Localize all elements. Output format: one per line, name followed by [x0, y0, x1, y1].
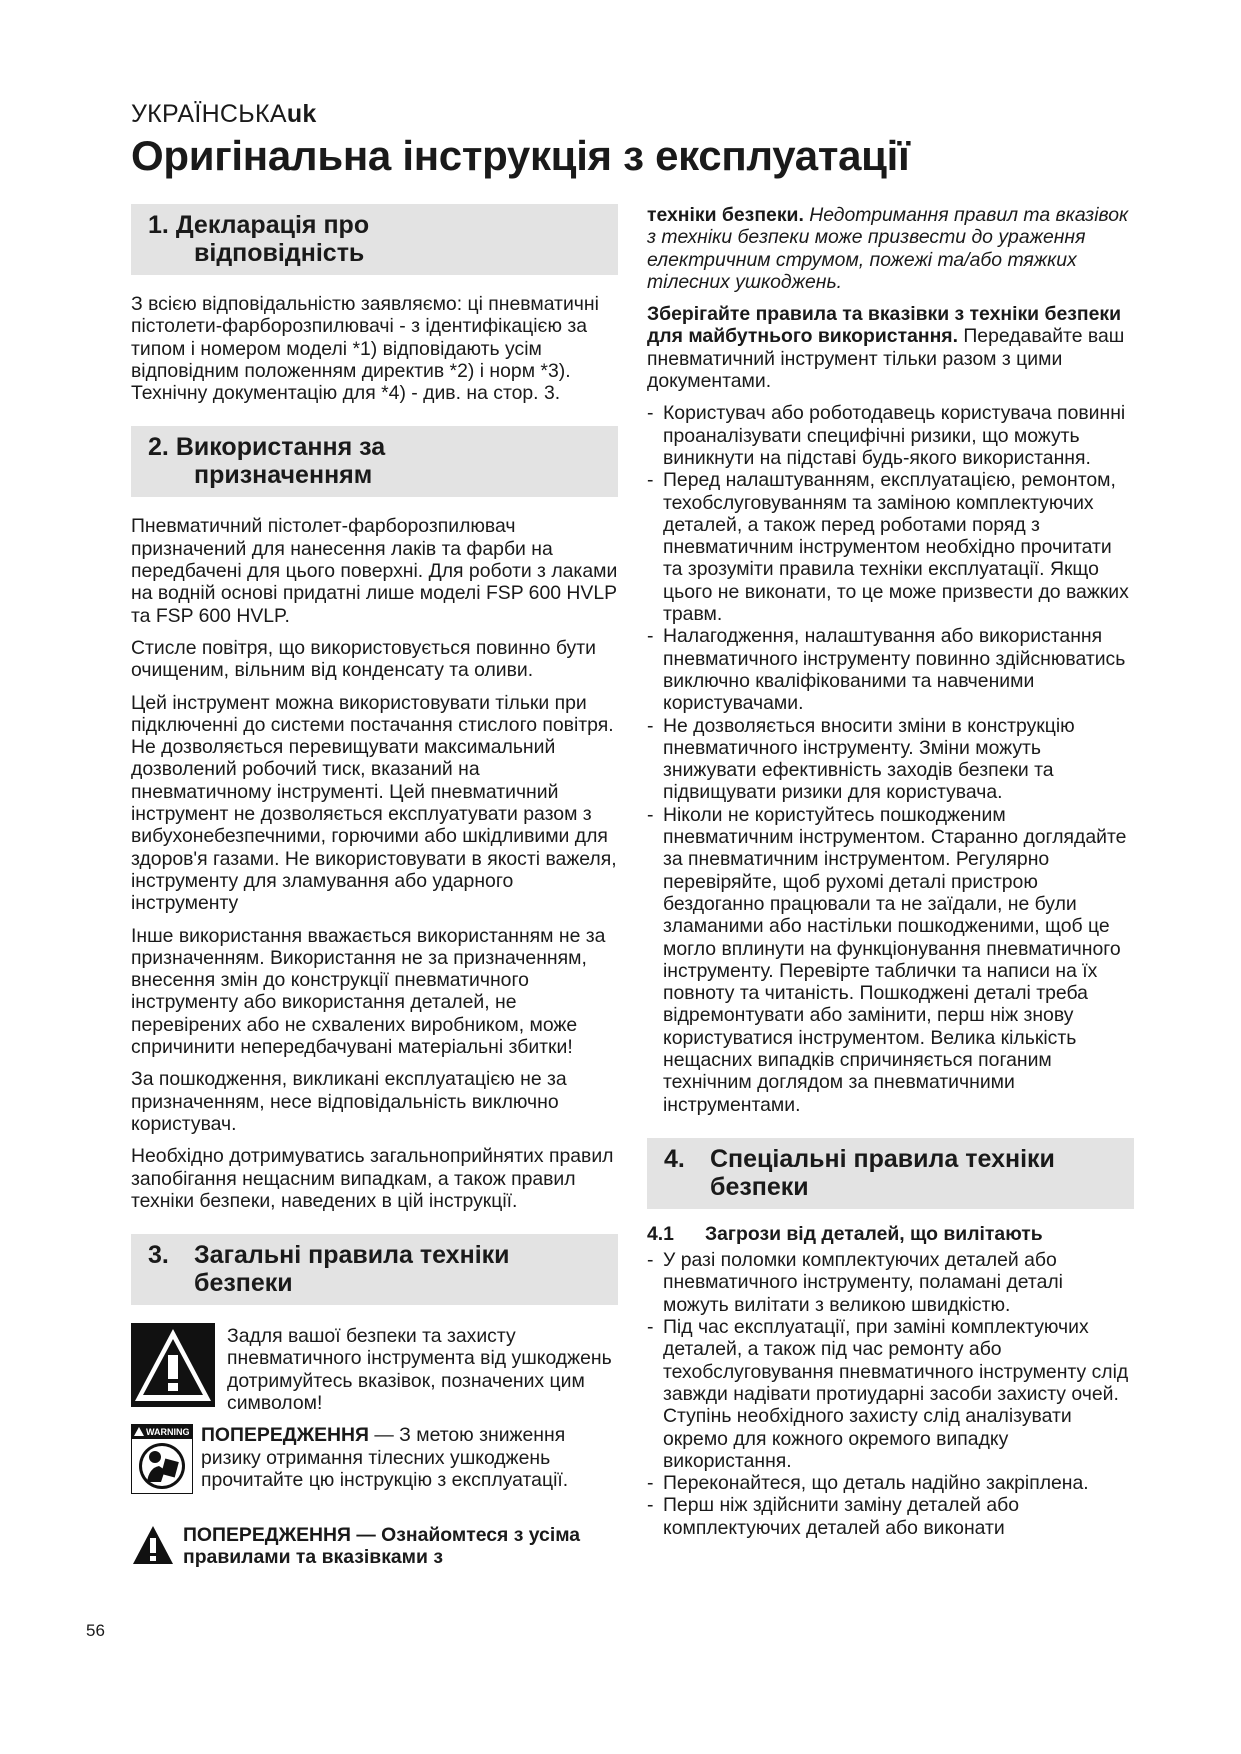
- section-1-title-line2: відповідність: [194, 239, 365, 267]
- language-header: [131, 100, 317, 129]
- warning-label: WARNING: [146, 1427, 190, 1438]
- warning1-text: — З метою зниження ризику отримання тілесних ушкоджень прочитайте цю інструкцію з експлуатації.: [201, 1424, 569, 1491]
- section-2-number: 2.: [148, 433, 169, 462]
- right-column: [647, 204, 1134, 1549]
- section-2-heading: [131, 426, 618, 497]
- list-item: - Не дозволяється вносити зміни в конструкцію пневматичного інструменту. Зміни можуть знижувати ефективність заходів безпеки та підвищувати ризики для користувача.: [647, 715, 1134, 804]
- warning-triangle-small-icon: [131, 1524, 175, 1571]
- page-number: 56: [86, 1621, 105, 1640]
- language-name: УКРАЇНСЬКА: [131, 100, 287, 128]
- section-2-paragraph: Стисле повітря, що використовується повинно бути очищеним, вільним від конденсату та оливи.: [131, 636, 596, 682]
- list-item: - Користувач або роботодавець користувача повинні проаналізувати специфічні ризики, що можуть виникнути на підставі будь-якого використання.: [647, 402, 1134, 469]
- general-warning-row: [131, 1524, 618, 1571]
- warning2-italic: Недотримання правил та вказівок з техніки безпеки може призвести до ураження електричним струмом, пожежі та/або тяжких тілесних ушкоджень.: [647, 204, 1129, 293]
- subsection-4-1-heading: [647, 1223, 1134, 1245]
- left-column: [131, 204, 618, 1581]
- page-title: Оригінальна інструкція з експлуатації: [131, 132, 910, 179]
- list-item: - Переконайтеся, що деталь надійно закріплена.: [647, 1472, 1134, 1494]
- section-3-number: 3.: [148, 1241, 169, 1270]
- section-3-title: Загальні правила техніки безпеки: [194, 1241, 510, 1298]
- list-item: - Під час експлуатації, при заміні комплектуючих деталей, а також під час ремонту або техобслуговування пневматичного інструменту слід завжди надівати протиударні засоби захисту очей. Ступінь необхідного захисту слід аналізувати окремо для кожного окремого випадку використання.: [647, 1316, 1134, 1472]
- section-2-title-line1: Використання за: [175, 433, 386, 462]
- section-2-paragraph: Необхідно дотримуватись загальноприйнятих правил запобігання нещасним випадкам, а також правил техніки безпеки, наведених в цій інструкції.: [131, 1145, 614, 1212]
- read-manual-warning-text: [201, 1424, 618, 1491]
- warning2-bold-left: ПОПЕРЕДЖЕННЯ — Ознайомтеся з усіма правилами та вказівками з: [183, 1523, 581, 1568]
- list-item: - Ніколи не користуйтесь пошкодженим пневматичним інструментом. Старанно доглядайте за пневматичним інструментом. Регулярно перевіряйте, щоб рухомі деталі пристрою бездоганно працювали та не заїдали, не були зламаними або настільки пошкодженими, щоб це могло вплинути на функціонування пневматичного інструменту. Перевірте таблички та написи на їх повноту та читаність. Пошкоджені деталі треба відремонтувати або замінити, перш ніж знову користуватися інструментом. Велика кількість нещасних випадків спричиняється поганим технічним доглядом за пневматичними інструментами.: [647, 804, 1134, 1116]
- section-2-title-line2: призначенням: [194, 461, 373, 490]
- section-2-paragraph: Пневматичний пістолет-фарборозпилювач призначений для нанесення лаків та фарби на передбачені для цього поверхні. Для роботи з лаками на водній основі придатні лише моделі FSP 600 HVLP та FSP 600 HVLP.: [131, 515, 618, 627]
- section-1-heading: [131, 204, 618, 275]
- subsection-4-1-title: Загрози від деталей, що вилітають: [705, 1222, 1043, 1245]
- subsection-4-1-number: 4.1: [647, 1222, 674, 1245]
- list-item: - Налагодження, налаштування або використання пневматичного інструменту повинно здійснюватись виключно кваліфікованими та навченими користувачами.: [647, 625, 1134, 714]
- read-manual-icon: [131, 1424, 193, 1499]
- section-1-number: 1.: [148, 211, 169, 239]
- keep-text: Передавайте ваш пневматичний інструмент тільки разом з цими документами.: [647, 325, 1125, 393]
- safety-symbol-text: Задля вашої безпеки та захисту пневматичного інструмента від ушкоджень дотримуйтесь вказівок, позначених цим символом!: [227, 1325, 612, 1414]
- warning-triangle-icon: [131, 1323, 215, 1412]
- list-item: - Перед налаштуванням, експлуатацією, ремонтом, техобслуговуванням та заміною комплектуючих деталей, а також перед роботами поряд з пневматичним інструментом необхідно прочитати та зрозуміти правила техніки експлуатації. Якщо цього не виконати, то це може призвести до важких травм.: [647, 469, 1134, 625]
- section-4-heading: [647, 1138, 1134, 1209]
- section-4-list: [647, 1249, 1134, 1539]
- section-2-paragraph: За пошкодження, викликані експлуатацією не за призначенням, несе відповідальність виключно користувач.: [131, 1068, 567, 1135]
- section-4-number: 4.: [664, 1144, 685, 1173]
- keep-instructions: [647, 303, 1134, 392]
- safety-symbol-row: [131, 1323, 618, 1414]
- section-2-paragraph: Інше використання вважається використанням не за призначенням. Використання не за призначенням, внесення змін до конструкції пневматичного інструменту або використання деталей, не перевірених або не схвалених виробником, може спричинити непередбачувані матеріальні збитки!: [131, 924, 606, 1059]
- list-item: - У разі поломки комплектуючих деталей або пневматичного інструменту, поламані деталі можуть вилітати з великою швидкістю.: [647, 1249, 1134, 1316]
- list-item: - Перш ніж здійснити заміну деталей або комплектуючих деталей або виконати: [647, 1494, 1134, 1539]
- section-3-heading: [131, 1234, 618, 1305]
- read-manual-warning-row: [131, 1424, 618, 1499]
- language-code: uk: [286, 100, 317, 128]
- keep-bold: Зберігайте правила та вказівки з техніки безпеки для майбутнього використання.: [647, 303, 1122, 348]
- warning2-continued: [647, 204, 1134, 293]
- section-4-title: Спеціальні правила техніки безпеки: [710, 1144, 1055, 1201]
- section-1-title-line1: Декларація про: [175, 211, 370, 239]
- section-2-paragraph: Цей інструмент можна використовувати тільки при підключенні до системи постачання стислого повітря. Не дозволяється перевищувати максимальний дозволений робочий тиск, вказаний на пневматичному інструменті. Цей пневматичний інструмент не дозволяється експлуатувати разом з вибухонебезпечними, горючими або шкідливими для здоров'я газами. Не використовувати в якості важеля, інструменту для зламування або ударного інструменту: [131, 691, 617, 915]
- warning2-bold-tail: техніки безпеки.: [647, 204, 804, 226]
- warning1-bold: ПОПЕРЕДЖЕННЯ: [201, 1424, 369, 1447]
- section-1-paragraph: З всією відповідальністю заявляємо: ці пневматичні пістолети-фарборозпилювачі - з ідентифікацією за типом і номером моделі *1) відповідають усім відповідним положенням директив *2) і норм *3). Технічну документацію для *4) - див. на стор. 3.: [131, 293, 599, 405]
- section-3-list: [647, 402, 1134, 1116]
